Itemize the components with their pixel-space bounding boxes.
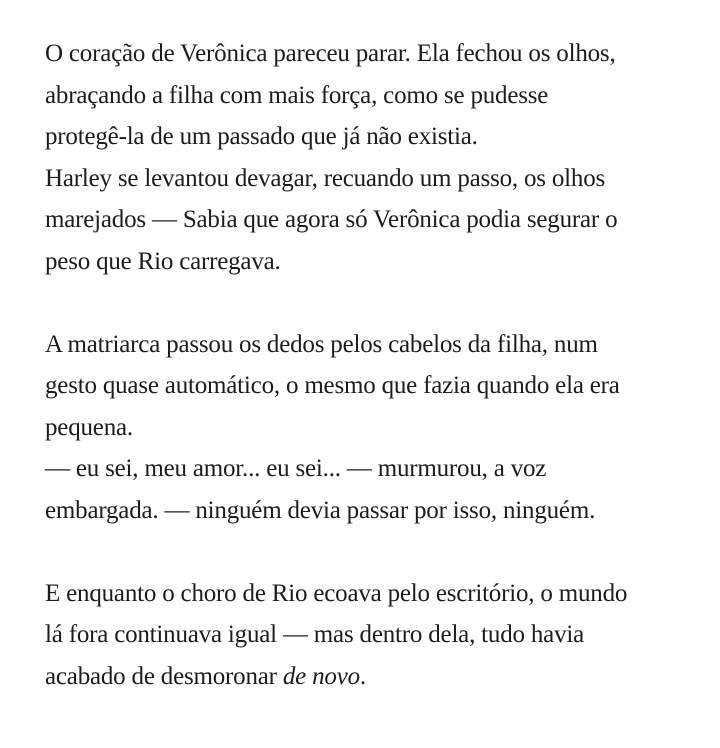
text-line-final [45, 656, 685, 698]
text-line: — eu sei, meu amor... eu sei... — murmurou, a voz [45, 455, 547, 482]
text-line: A matriarca passou os dedos pelos cabelos da filha, num [45, 330, 598, 358]
text-line: embargada. — ninguém devia passar por isso, ninguém. [45, 496, 596, 524]
text-line: Harley se levantou devagar, recuando um passo, os olhos [45, 164, 606, 192]
text-line: pequena. [45, 413, 133, 441]
paragraph-3 [45, 573, 685, 698]
final-line-text: acabado de desmoronar [45, 662, 283, 690]
text-line: protegê-la de um passado que já não existia. [45, 123, 478, 150]
text-line: E enquanto o choro de Rio ecoava pelo escritório, o mundo [45, 579, 628, 607]
final-punctuation: . [359, 662, 366, 690]
paragraph-2 [45, 324, 685, 532]
paragraph-1 [45, 33, 685, 282]
text-line: abraçando a filha com mais força, como se pudesse [45, 81, 549, 109]
text-line: gesto quase automático, o mesmo que fazia quando ela era [45, 372, 620, 399]
story-text [45, 33, 685, 697]
text-line: lá fora continuava igual — mas dentro dela, tudo havia [45, 621, 585, 648]
text-line: peso que Rio carregava. [45, 247, 281, 275]
emphasized-text: de novo [282, 662, 360, 690]
text-line: marejados — Sabia que agora só Verônica podia segurar o [45, 206, 618, 233]
text-line: O coração de Verônica pareceu parar. Ela fechou os olhos, [45, 40, 616, 67]
